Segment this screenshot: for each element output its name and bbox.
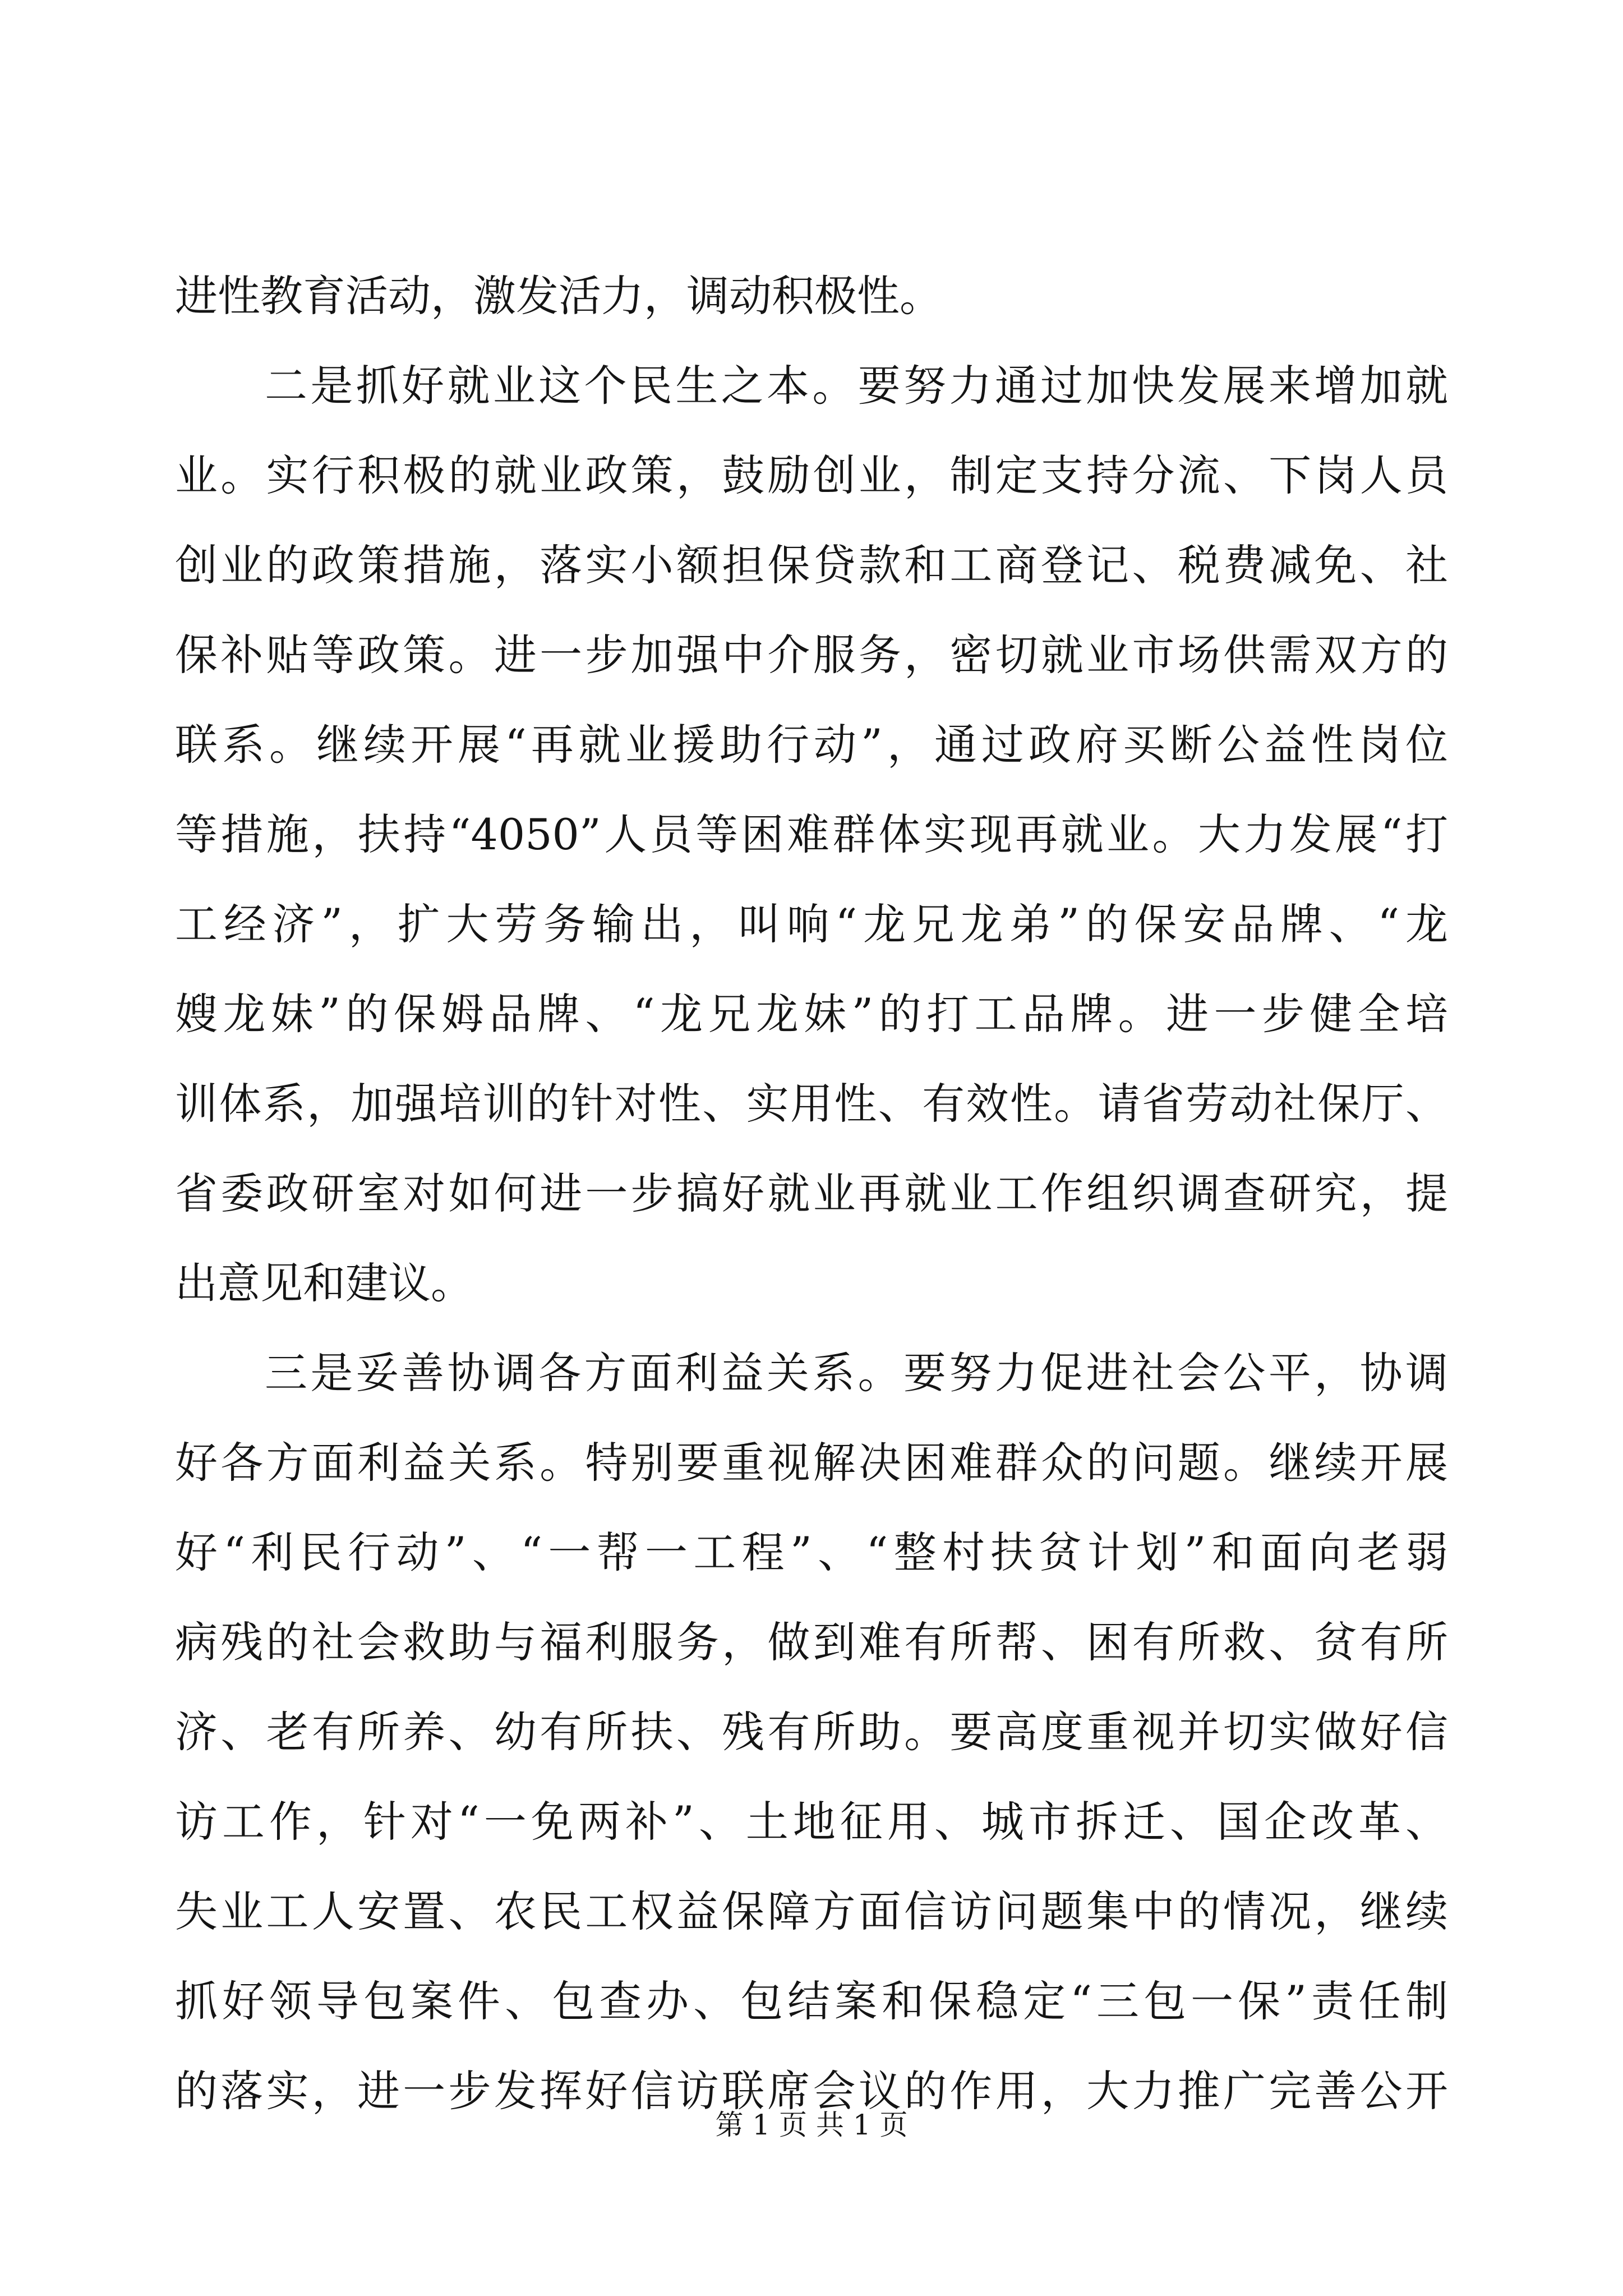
paragraph-line: 访工作，针对“一免两补”、土地征用、城市拆迁、国企改革、 bbox=[175, 1797, 1448, 1847]
paragraph-line: 保补贴等政策。进一步加强中介服务，密切就业市场供需双方的 bbox=[175, 630, 1448, 680]
paragraph-line: 业。实行积极的就业政策，鼓励创业，制定支持分流、下岗人员 bbox=[175, 450, 1448, 500]
paragraph-line: 好各方面利益关系。特别要重视解决困难群众的问题。继续开展 bbox=[175, 1438, 1448, 1488]
page-number: 第 1 页 共 1 页 bbox=[715, 2109, 908, 2141]
paragraph-line: 济、老有所养、幼有所扶、残有所助。要高度重视并切实做好信 bbox=[175, 1707, 1448, 1757]
paragraph-line: 病残的社会救助与福利服务，做到难有所帮、困有所救、贫有所 bbox=[175, 1617, 1448, 1667]
paragraph-line: 等措施，扶持“4050”人员等困难群体实现再就业。大力发展“打 bbox=[175, 809, 1448, 859]
paragraph-line: 的落实，进一步发挥好信访联席会议的作用，大力推广完善公开 bbox=[175, 2066, 1448, 2116]
paragraph-line: 工经济”，扩大劳务输出，叫响“龙兄龙弟”的保安品牌、“龙 bbox=[175, 899, 1448, 949]
paragraph-line: 省委政研室对如何进一步搞好就业再就业工作组织调查研究，提 bbox=[175, 1168, 1448, 1218]
paragraph-line: 联系。继续开展“再就业援助行动”，通过政府买断公益性岗位 bbox=[175, 720, 1448, 770]
page-footer bbox=[0, 2102, 1623, 2147]
paragraph-line: 二是抓好就业这个民生之本。要努力通过加快发展来增加就 bbox=[265, 361, 1448, 411]
paragraph-line: 三是妥善协调各方面利益关系。要努力促进社会公平，协调 bbox=[265, 1348, 1448, 1398]
paragraph-line: 嫂龙妹”的保姆品牌、“龙兄龙妹”的打工品牌。进一步健全培 bbox=[175, 989, 1448, 1039]
paragraph-line: 出意见和建议。 bbox=[175, 1258, 473, 1308]
paragraph-line: 进性教育活动，激发活力，调动积极性。 bbox=[175, 271, 942, 321]
paragraph-line: 创业的政策措施，落实小额担保贷款和工商登记、税费减免、社 bbox=[175, 540, 1448, 590]
paragraph-line: 失业工人安置、农民工权益保障方面信访问题集中的情况，继续 bbox=[175, 1887, 1448, 1936]
paragraph-line: 训体系，加强培训的针对性、实用性、有效性。请省劳动社保厅、 bbox=[175, 1079, 1448, 1129]
paragraph-line: 抓好领导包案件、包查办、包结案和保稳定“三包一保”责任制 bbox=[175, 1976, 1448, 2026]
paragraph-line: 好“利民行动”、“一帮一工程”、“整村扶贫计划”和面向老弱 bbox=[175, 1527, 1448, 1577]
